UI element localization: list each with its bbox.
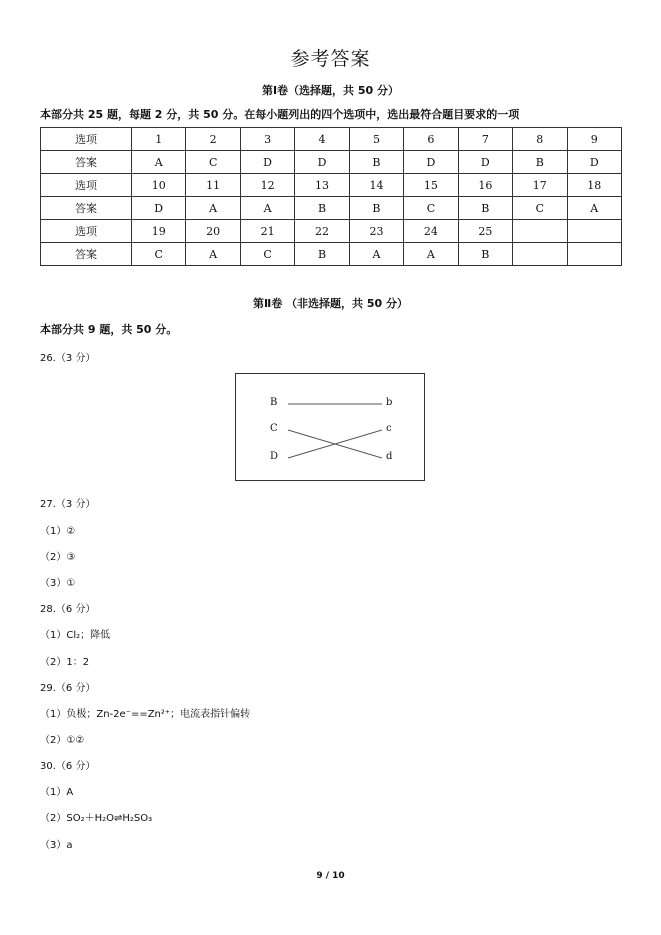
answer-cell: D	[240, 151, 294, 174]
question-number-cell: 22	[295, 220, 349, 243]
option-row-label: 选项	[41, 220, 132, 243]
q27-answer-1: （1）②	[40, 526, 76, 537]
question-number-cell: 25	[458, 220, 512, 243]
q29-answer-2: （2）①②	[40, 735, 85, 746]
answer-cell: D	[295, 151, 349, 174]
question-number-cell: 3	[240, 128, 294, 151]
left-label-2: D	[270, 451, 279, 462]
part1-heading: 第Ⅰ卷（选择题，共 50 分）	[261, 84, 400, 97]
question-number-cell: 5	[349, 128, 403, 151]
question-number-cell: 6	[404, 128, 458, 151]
answer-cell: D	[567, 151, 622, 174]
question-number-cell: 14	[349, 174, 403, 197]
answer-cell: C	[240, 243, 294, 266]
question-number-cell: 18	[567, 174, 622, 197]
answer-cell: C	[513, 197, 567, 220]
q27-label: 27.（3 分）	[40, 499, 96, 510]
answer-cell: C	[132, 243, 186, 266]
answer-cell: C	[404, 197, 458, 220]
answer-cell: B	[295, 197, 349, 220]
question-number-cell: 20	[186, 220, 240, 243]
question-number-cell: 24	[404, 220, 458, 243]
part2-note: 本部分共 9 题，共 50 分。	[40, 323, 178, 336]
answer-cell: B	[349, 151, 403, 174]
q30-answer-3: （3）a	[40, 840, 73, 851]
answer-row-label: 答案	[41, 243, 132, 266]
question-number-cell: 1	[132, 128, 186, 151]
answer-row-label: 答案	[41, 151, 132, 174]
question-number-cell: 4	[295, 128, 349, 151]
right-label-1: c	[386, 423, 392, 434]
question-number-cell: 8	[513, 128, 567, 151]
answer-cell: A	[349, 243, 403, 266]
option-row-label: 选项	[41, 128, 132, 151]
q29-answer-1: （1）负极；Zn-2e⁻==Zn²⁺；电流表指针偏转	[40, 709, 251, 720]
q30-answer-1: （1）A	[40, 787, 74, 798]
answer-cell: B	[295, 243, 349, 266]
question-number-cell	[513, 220, 567, 243]
q27-answer-2: （2）③	[40, 552, 76, 563]
answer-cell	[567, 243, 622, 266]
right-label-0: b	[386, 397, 393, 408]
answer-row	[41, 197, 622, 220]
question-number-cell: 12	[240, 174, 294, 197]
answer-cell: A	[240, 197, 294, 220]
answer-cell: A	[186, 197, 240, 220]
left-label-1: C	[270, 423, 278, 434]
question-number-cell: 15	[404, 174, 458, 197]
answer-cell: A	[404, 243, 458, 266]
question-number-cell: 2	[186, 128, 240, 151]
question-number-cell: 21	[240, 220, 294, 243]
q30-label: 30.（6 分）	[40, 761, 96, 772]
answer-cell: B	[458, 243, 512, 266]
page-title: 参考答案	[290, 48, 371, 70]
question-number-cell: 19	[132, 220, 186, 243]
question-number-cell: 7	[458, 128, 512, 151]
matching-diagram	[235, 373, 425, 481]
q26-label: 26.（3 分）	[40, 353, 96, 364]
answer-cell: B	[513, 151, 567, 174]
answer-row-label: 答案	[41, 197, 132, 220]
page-number: 9 / 10	[316, 871, 345, 881]
part1-instruction: 本部分共 25 题，每题 2 分，共 50 分。在每小题列出的四个选项中，选出最符合题目要求的一项	[40, 108, 520, 121]
q29-label: 29.（6 分）	[40, 683, 96, 694]
part2-heading: 第Ⅱ卷 （非选择题，共 50 分）	[252, 297, 409, 310]
question-number-cell: 23	[349, 220, 403, 243]
option-row-label: 选项	[41, 174, 132, 197]
q28-answer-1: （1）Cl₂；降低	[40, 630, 111, 641]
question-number-cell: 16	[458, 174, 512, 197]
answer-cell: A	[132, 151, 186, 174]
answer-cell: B	[349, 197, 403, 220]
answer-cell: C	[186, 151, 240, 174]
matching-lines	[236, 374, 426, 482]
question-number-cell: 11	[186, 174, 240, 197]
option-row	[41, 128, 622, 151]
answer-cell: B	[458, 197, 512, 220]
answer-cell: D	[458, 151, 512, 174]
left-label-0: B	[270, 397, 278, 408]
answer-cell	[513, 243, 567, 266]
answer-cell: A	[567, 197, 622, 220]
option-row	[41, 174, 622, 197]
answer-row	[41, 151, 622, 174]
answer-cell: D	[404, 151, 458, 174]
answer-cell: A	[186, 243, 240, 266]
question-number-cell: 13	[295, 174, 349, 197]
answer-cell: D	[132, 197, 186, 220]
q28-label: 28.（6 分）	[40, 604, 96, 615]
question-number-cell: 10	[132, 174, 186, 197]
answer-table	[40, 127, 622, 266]
question-number-cell: 9	[567, 128, 622, 151]
question-number-cell	[567, 220, 622, 243]
right-label-2: d	[386, 451, 393, 462]
q28-answer-2: （2）1：2	[40, 657, 90, 668]
option-row	[41, 220, 622, 243]
q30-answer-2: （2）SO₂＋H₂O⇌H₂SO₃	[40, 813, 153, 824]
q27-answer-3: （3）①	[40, 578, 76, 589]
question-number-cell: 17	[513, 174, 567, 197]
answer-row	[41, 243, 622, 266]
